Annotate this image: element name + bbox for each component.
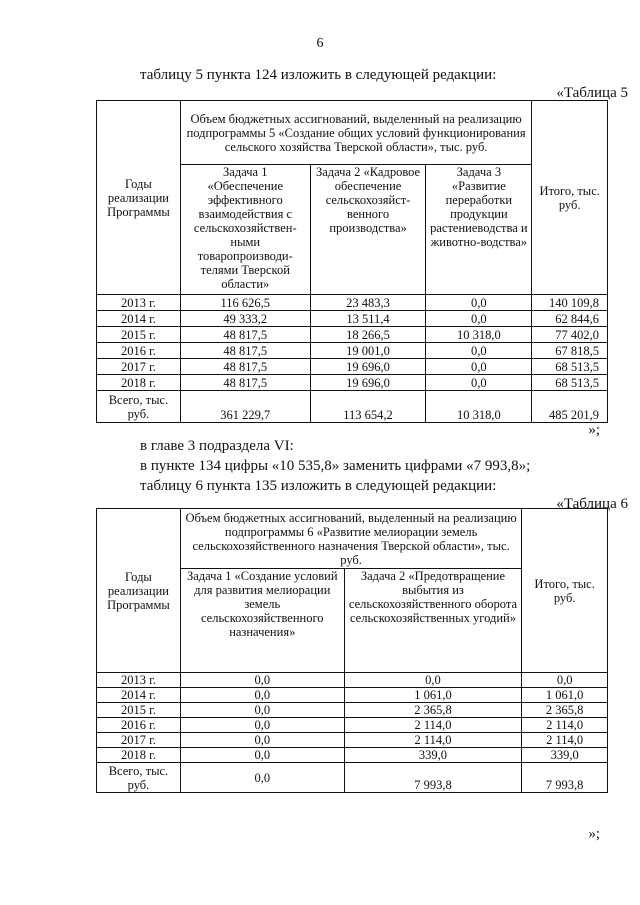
table6-header-total: Итого, тыс. руб. xyxy=(522,509,608,673)
total-cell: 68 513,5 xyxy=(532,359,608,375)
value-cell: 0,0 xyxy=(180,673,344,688)
year-cell: 2017 г. xyxy=(97,733,181,748)
year-cell: 2018 г. xyxy=(97,375,181,391)
table-row xyxy=(97,718,608,733)
year-cell: 2015 г. xyxy=(97,327,181,343)
table-row xyxy=(97,688,608,703)
value-cell: 48 817,5 xyxy=(180,359,310,375)
value-cell: 0,0 xyxy=(180,688,344,703)
table-total-row xyxy=(97,763,608,793)
year-cell: 2014 г. xyxy=(97,311,181,327)
year-cell: 2013 г. xyxy=(97,295,181,311)
sum-total-cell: 485 201,9 xyxy=(532,391,608,423)
value-cell: 19 696,0 xyxy=(310,359,426,375)
value-cell: 0,0 xyxy=(426,375,532,391)
sum-cell: 361 229,7 xyxy=(180,391,310,423)
value-cell: 0,0 xyxy=(180,733,344,748)
value-cell: 48 817,5 xyxy=(180,327,310,343)
table5-header-task2: Задача 2 «Кадровое обеспечение сельскохозяйст-венного производства» xyxy=(310,165,426,295)
table6-caption: «Таблица 6 xyxy=(556,496,628,512)
year-cell: 2016 г. xyxy=(97,343,181,359)
value-cell: 19 696,0 xyxy=(310,375,426,391)
total-cell: 77 402,0 xyxy=(532,327,608,343)
total-cell: 2 365,8 xyxy=(522,703,608,718)
value-cell: 0,0 xyxy=(426,359,532,375)
paragraph-chapter: в главе 3 подраздела VI: xyxy=(140,438,294,454)
value-cell: 0,0 xyxy=(426,295,532,311)
value-cell: 48 817,5 xyxy=(180,343,310,359)
total-cell: 67 818,5 xyxy=(532,343,608,359)
value-cell: 2 114,0 xyxy=(344,733,522,748)
intro-paragraph: таблицу 5 пункта 124 изложить в следующей редакции: xyxy=(140,67,497,83)
year-cell: 2018 г. xyxy=(97,748,181,763)
year-cell: 2015 г. xyxy=(97,703,181,718)
table-row xyxy=(97,327,608,343)
sum-total-cell: 7 993,8 xyxy=(522,763,608,793)
value-cell: 48 817,5 xyxy=(180,375,310,391)
table6-header-task1: Задача 1 «Создание условий для развития мелиорации земель сельскохозяйственного назначения» xyxy=(180,569,344,673)
value-cell: 23 483,3 xyxy=(310,295,426,311)
total-cell: 0,0 xyxy=(522,673,608,688)
value-cell: 339,0 xyxy=(344,748,522,763)
value-cell: 49 333,2 xyxy=(180,311,310,327)
table5-header-group: Объем бюджетных ассигнований, выделенный на реализацию подпрограммы 5 «Создание общих условий функционирования сельского хозяйства Тверской области», тыс. руб. xyxy=(180,101,531,165)
table5 xyxy=(96,100,608,423)
value-cell: 0,0 xyxy=(180,748,344,763)
value-cell: 0,0 xyxy=(180,703,344,718)
value-cell: 0,0 xyxy=(180,718,344,733)
total-cell: 140 109,8 xyxy=(532,295,608,311)
page-number: 6 xyxy=(316,36,324,51)
value-cell: 1 061,0 xyxy=(344,688,522,703)
table6-end-mark: »; xyxy=(588,826,600,842)
total-cell: 62 844,6 xyxy=(532,311,608,327)
sum-label-cell: Всего, тыс. руб. xyxy=(97,391,181,423)
table6 xyxy=(96,508,608,793)
paragraph-table6-intro: таблицу 6 пункта 135 изложить в следующей редакции: xyxy=(140,478,497,494)
value-cell: 2 114,0 xyxy=(344,718,522,733)
table-row xyxy=(97,295,608,311)
sum-cell: 10 318,0 xyxy=(426,391,532,423)
paragraph-item-134: в пункте 134 цифры «10 535,8» заменить цифрами «7 993,8»; xyxy=(140,458,531,474)
sum-label-cell: Всего, тыс. руб. xyxy=(97,763,181,793)
year-cell: 2013 г. xyxy=(97,673,181,688)
table-row xyxy=(97,748,608,763)
table6-header-task2: Задача 2 «Предотвращение выбытия из сельскохозяйственного оборота сельскохозяйственных угодий» xyxy=(344,569,522,673)
value-cell: 0,0 xyxy=(426,311,532,327)
table-row xyxy=(97,343,608,359)
table-row xyxy=(97,673,608,688)
value-cell: 2 365,8 xyxy=(344,703,522,718)
table5-end-mark: »; xyxy=(588,422,600,438)
value-cell: 116 626,5 xyxy=(180,295,310,311)
table-row xyxy=(97,733,608,748)
table6-header-group: Объем бюджетных ассигнований, выделенный на реализацию подпрограммы 6 «Развитие мелиорации земель сельскохозяйственного назначения Тверской области», тыс. руб. xyxy=(180,509,521,569)
value-cell: 10 318,0 xyxy=(426,327,532,343)
table-row xyxy=(97,359,608,375)
year-cell: 2016 г. xyxy=(97,718,181,733)
value-cell: 0,0 xyxy=(344,673,522,688)
total-cell: 2 114,0 xyxy=(522,718,608,733)
table-row xyxy=(97,311,608,327)
table-row xyxy=(97,375,608,391)
value-cell: 19 001,0 xyxy=(310,343,426,359)
table5-header-years: Годы реализации Программы xyxy=(97,101,181,295)
table-total-row xyxy=(97,391,608,423)
sum-cell: 7 993,8 xyxy=(344,763,522,793)
total-cell: 2 114,0 xyxy=(522,733,608,748)
year-cell: 2017 г. xyxy=(97,359,181,375)
total-cell: 1 061,0 xyxy=(522,688,608,703)
sum-cell: 113 654,2 xyxy=(310,391,426,423)
table6-header-years: Годы реализации Программы xyxy=(97,509,181,673)
value-cell: 13 511,4 xyxy=(310,311,426,327)
table5-header-total: Итого, тыс. руб. xyxy=(532,101,608,295)
year-cell: 2014 г. xyxy=(97,688,181,703)
table5-caption: «Таблица 5 xyxy=(556,85,628,101)
total-cell: 339,0 xyxy=(522,748,608,763)
total-cell: 68 513,5 xyxy=(532,375,608,391)
sum-cell: 0,0 xyxy=(180,763,344,793)
table5-header-task1: Задача 1 «Обеспечение эффективного взаимодействия с сельскохозяйствен-ными товаропроизводи-телями Тверской области» xyxy=(180,165,310,295)
value-cell: 0,0 xyxy=(426,343,532,359)
table-row xyxy=(97,703,608,718)
table5-header-task3: Задача 3 «Развитие переработки продукции растениеводства и животно-водства» xyxy=(426,165,532,295)
value-cell: 18 266,5 xyxy=(310,327,426,343)
